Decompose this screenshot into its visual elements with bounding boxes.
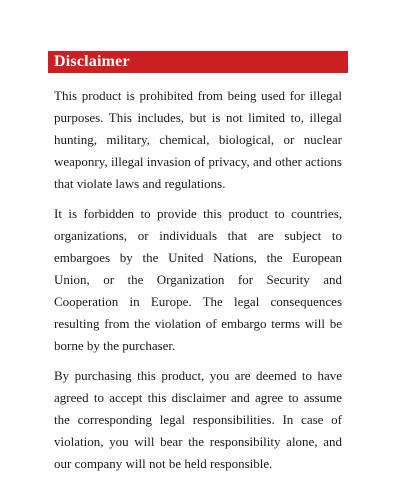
disclaimer-title: Disclaimer: [54, 53, 130, 70]
disclaimer-section: [48, 51, 348, 483]
paragraph-embargo: It is forbidden to provide this product to countries, organizations, or individuals that are subject to embargoes by the United Nations, the European Union, or the Organization for Security and Cooperation in Europe. The legal consequences resulting from the violation of embargo terms will be borne by the purchaser.: [54, 206, 342, 353]
paragraph-illegal-use: This product is prohibited from being used for illegal purposes. This includes, but is not limited to, illegal hunting, military, chemical, biological, or nuclear weaponry, illegal invasion of privacy, and other actions that violate laws and regulations.: [54, 88, 342, 191]
disclaimer-header-bar: [48, 51, 348, 73]
paragraph-acceptance: By purchasing this product, you are deemed to have agreed to accept this disclaimer and agree to assume the corresponding legal responsibilities. In case of violation, you will bear the responsibility alone, and our company will not be held responsible.: [54, 368, 342, 471]
